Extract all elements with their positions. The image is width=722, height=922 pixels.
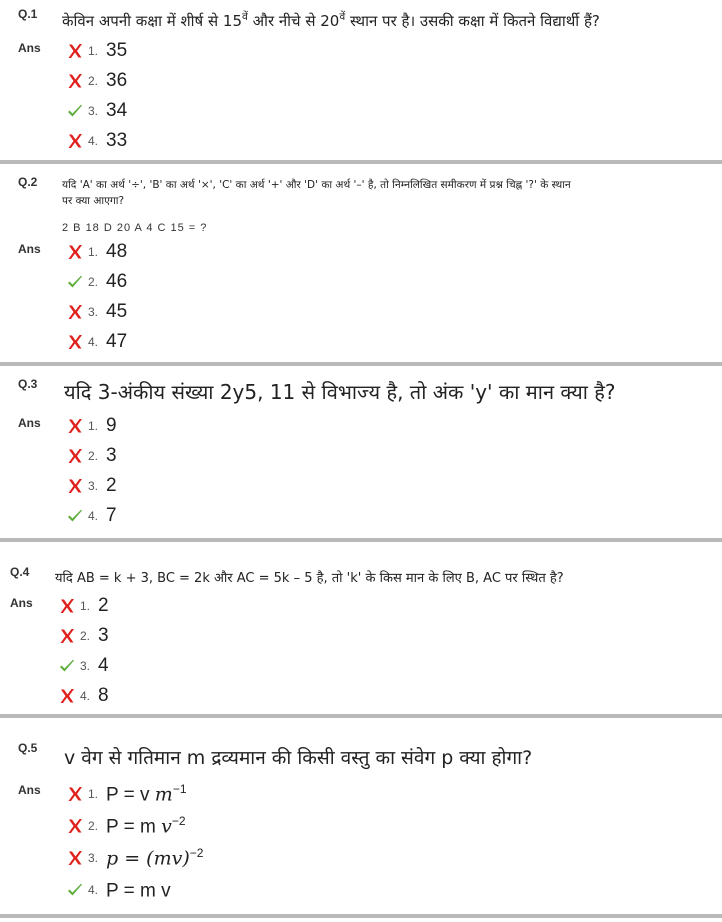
question-text: केविन अपनी कक्षा में शीर्ष से $15^{वें}$ और नीचे से $20^{वें}$ स्थान पर है। उसकी कक्षा में कितने विद्यार्थी हैं? xyxy=(62,11,600,30)
check-icon xyxy=(66,507,84,525)
expression: 2 B 18 D 20 A 4 C 15 = ? xyxy=(62,222,208,234)
separator xyxy=(0,714,722,718)
option-1[interactable]: 1. 2 xyxy=(58,592,109,620)
cross-icon xyxy=(58,627,76,645)
cross-icon xyxy=(58,687,76,705)
question-number: Q.2 xyxy=(18,175,38,189)
answer-label: Ans xyxy=(18,242,41,256)
question-text: v वेग से गतिमान m द्रव्यमान की किसी वस्तु का संवेग p क्या होगा? xyxy=(64,747,533,769)
option-4[interactable]: 4. P = m v xyxy=(66,876,171,904)
question-number: Q.5 xyxy=(18,741,38,755)
separator xyxy=(0,160,722,164)
check-icon xyxy=(66,102,84,120)
separator xyxy=(0,914,722,918)
option-4[interactable]: 4. 33 xyxy=(66,127,127,155)
option-3[interactable]: 3. 4 xyxy=(58,652,109,680)
option-3[interactable]: 3. 45 xyxy=(66,298,127,326)
option-2[interactable]: 2. 36 xyxy=(66,67,127,95)
separator xyxy=(0,538,722,542)
check-icon xyxy=(66,881,84,899)
cross-icon xyxy=(66,72,84,90)
option-4[interactable]: 4. 7 xyxy=(66,502,117,530)
cross-icon xyxy=(66,243,84,261)
question-text: यदि AB = k + 3, BC = 2k और AC = 5k – 5 है, तो 'k' के किस मान के लिए B, AC पर स्थित है? xyxy=(55,571,564,586)
cross-icon xyxy=(66,849,84,867)
question-text: यदि 'A' का अर्थ '÷', 'B' का अर्थ '×', 'C' का अर्थ '+' और 'D' का अर्थ '–' है, तो निम्नलिखित समीकरण में प्रश्न चिह्न '?' के स्थान पर क्या आएगा? xyxy=(62,179,571,207)
option-3[interactable]: 3. 2 xyxy=(66,472,117,500)
cross-icon xyxy=(66,447,84,465)
cross-icon xyxy=(66,477,84,495)
cross-icon xyxy=(66,333,84,351)
question-number: Q.1 xyxy=(18,7,38,21)
separator xyxy=(0,362,722,366)
option-1[interactable]: 1. 9 xyxy=(66,412,117,440)
answer-label: Ans xyxy=(18,41,41,55)
question-text: यदि 3-अंकीय संख्या 2y5, 11 से विभाज्य है, तो अंक 'y' का मान क्या है? xyxy=(64,380,616,404)
option-2[interactable]: 2. 3 xyxy=(66,442,117,470)
cross-icon xyxy=(66,303,84,321)
answer-label: Ans xyxy=(18,416,41,430)
answer-label: Ans xyxy=(10,596,33,610)
option-2[interactable]: 2. P = m $v^{-2}$ xyxy=(66,812,186,840)
cross-icon xyxy=(66,785,84,803)
cross-icon xyxy=(66,817,84,835)
option-1[interactable]: 1. 35 xyxy=(66,37,127,65)
option-4[interactable]: 4. 47 xyxy=(66,328,127,356)
cross-icon xyxy=(66,417,84,435)
option-4[interactable]: 4. 8 xyxy=(58,682,109,710)
option-1[interactable]: 1. P = v $m^{-1}$ xyxy=(66,780,187,808)
cross-icon xyxy=(66,132,84,150)
option-3[interactable]: 3. 34 xyxy=(66,97,127,125)
option-2[interactable]: 2. 3 xyxy=(58,622,109,650)
question-number: Q.4 xyxy=(10,565,30,579)
option-2[interactable]: 2. 46 xyxy=(66,268,127,296)
question-number: Q.3 xyxy=(18,377,38,391)
cross-icon xyxy=(58,597,76,615)
cross-icon xyxy=(66,42,84,60)
check-icon xyxy=(66,273,84,291)
option-3[interactable]: 3. p = (mv)$^{-2}$ xyxy=(66,844,203,872)
answer-label: Ans xyxy=(18,783,41,797)
check-icon xyxy=(58,657,76,675)
option-1[interactable]: 1. 48 xyxy=(66,238,127,266)
